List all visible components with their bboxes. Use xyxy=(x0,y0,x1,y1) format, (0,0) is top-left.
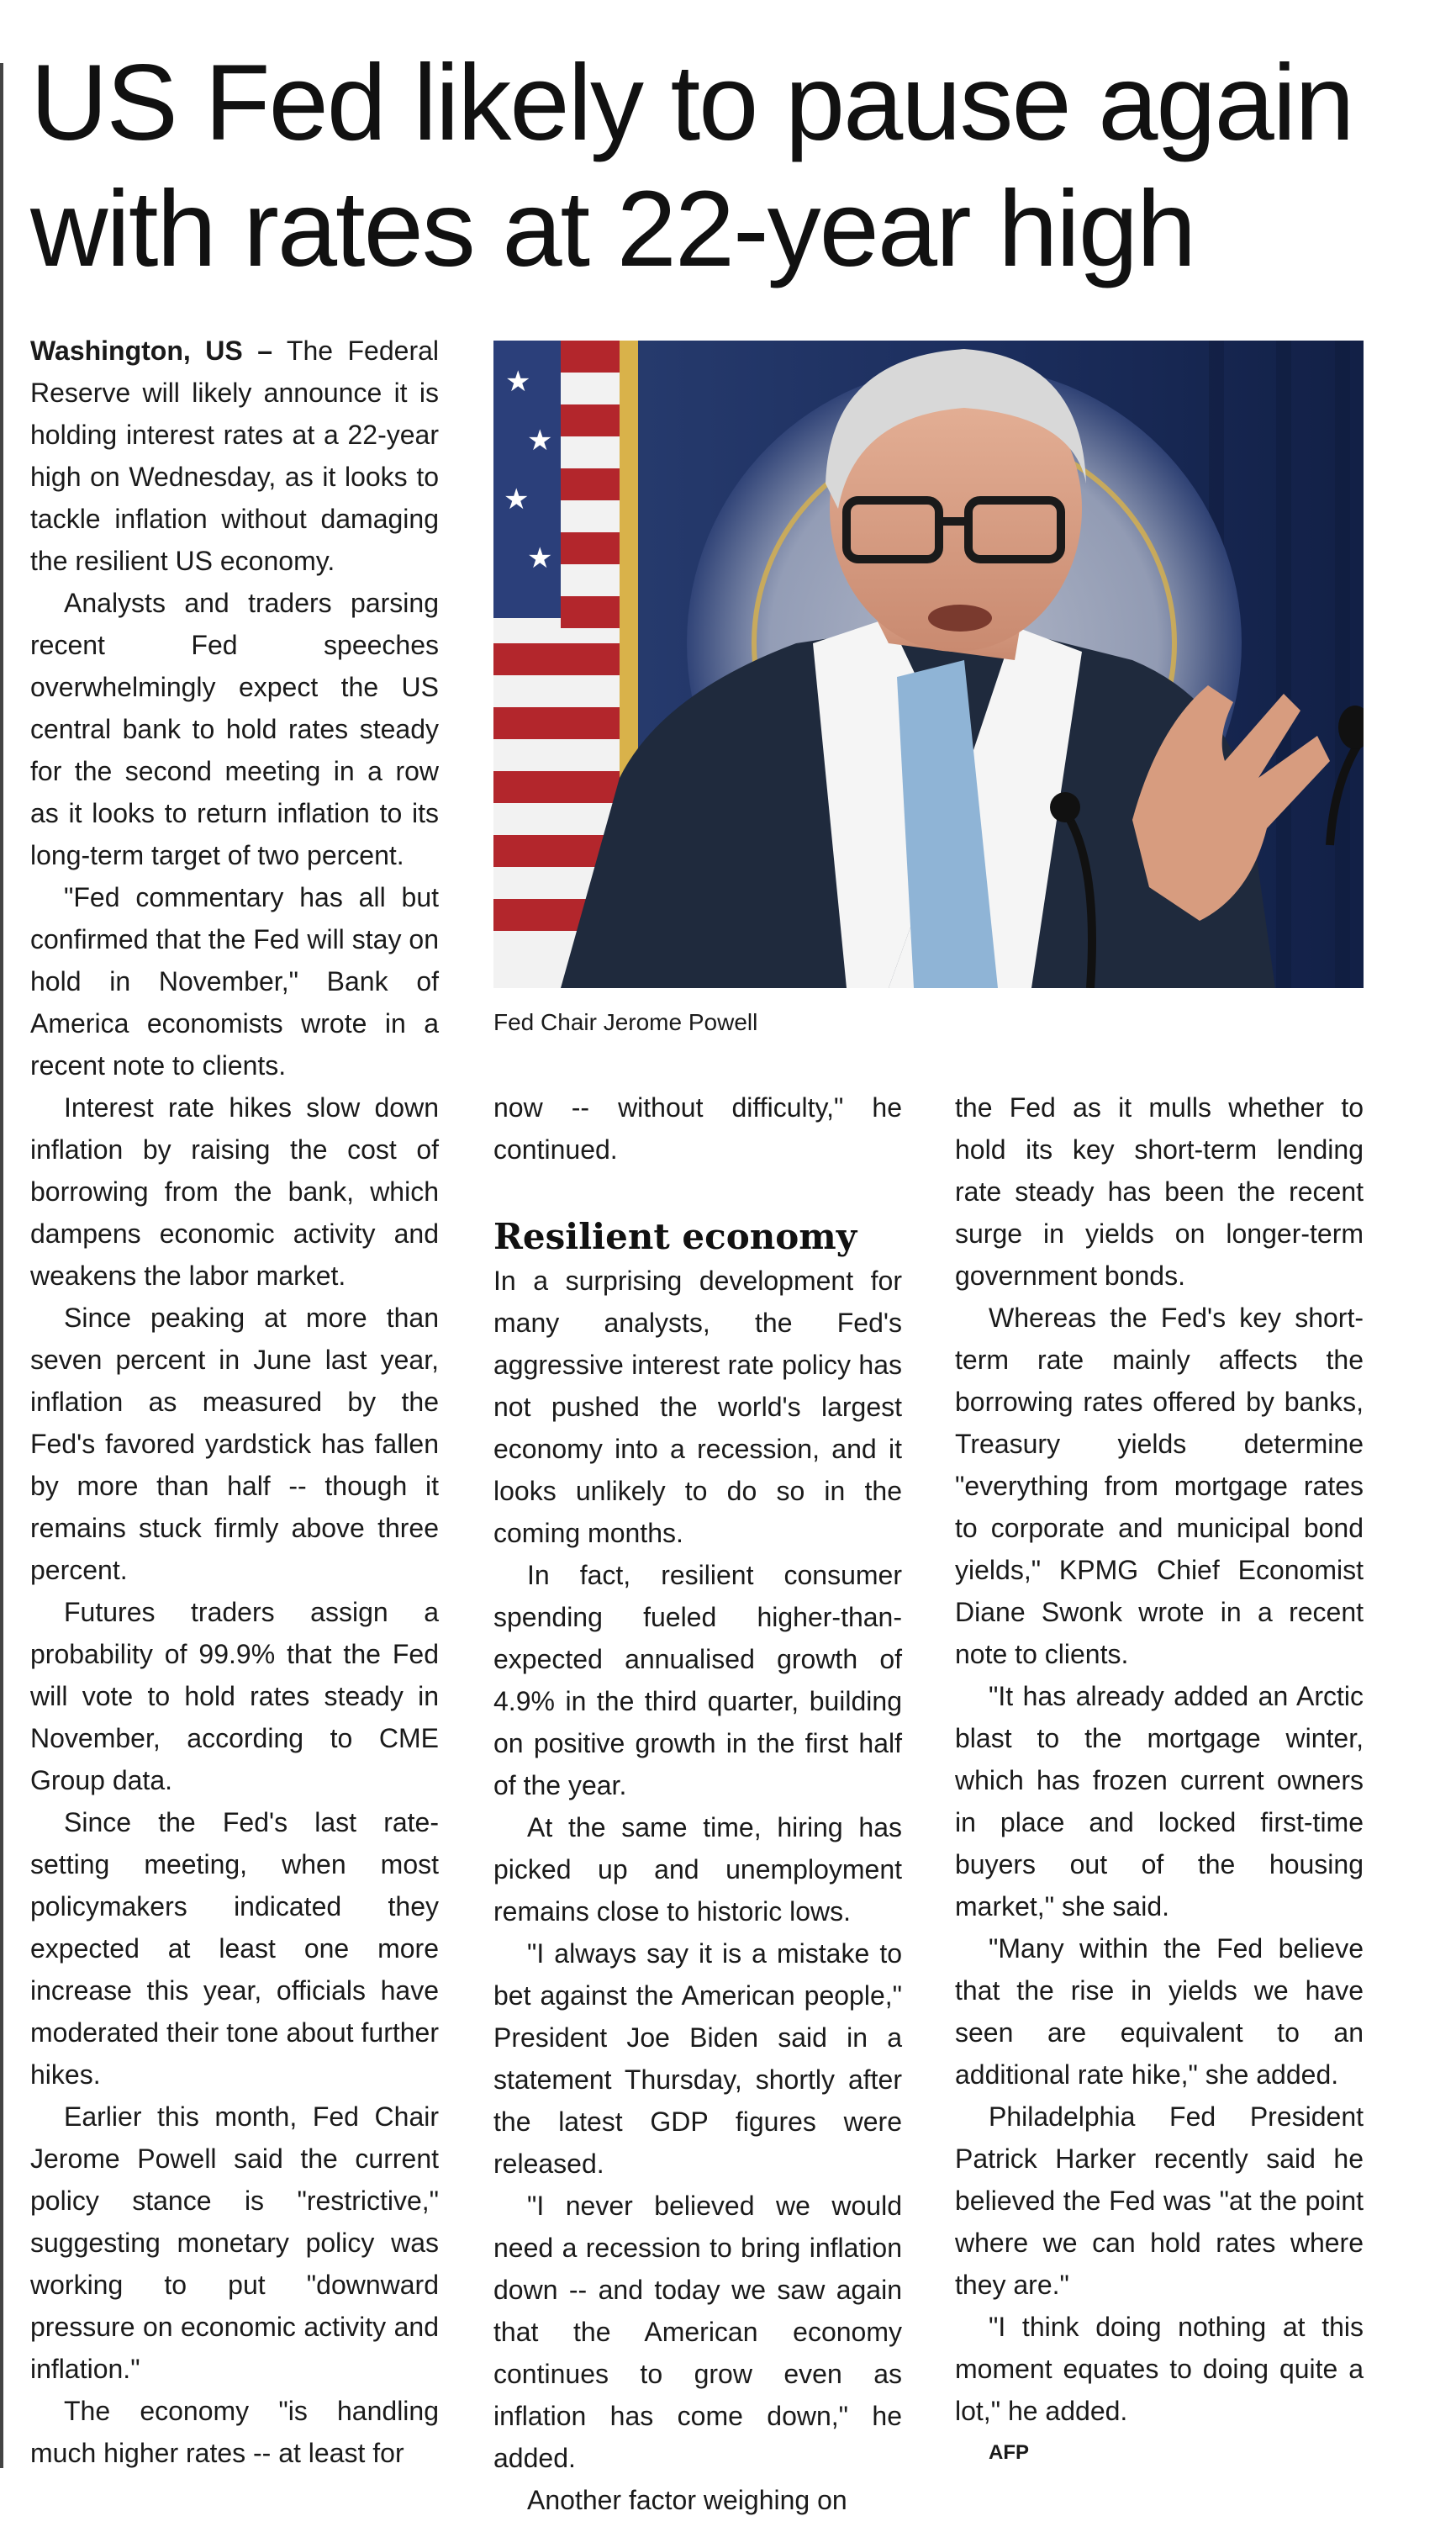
article-column-1 xyxy=(30,330,439,2474)
paragraph-2: Analysts and traders parsing recent Fed speeches overwhelmingly expect the US central bank to hold rates steady for the second meeting in a row as it looks to return inflation to its long-term target of two percent. xyxy=(30,588,439,870)
paragraph-6: Futures traders assign a probability of 99.9% that the Fed will vote to hold rates steady in November, according to CME Group data. xyxy=(30,1597,439,1795)
dateline: Washington, US – xyxy=(30,336,272,366)
paragraph-3: "Fed commentary has all but confirmed that the Fed will stay on hold in November," Bank of America economists wrote in a recent note to clients. xyxy=(30,882,439,1081)
paragraph-17: "It has already added an Arctic blast to the mortgage winter, which has frozen current owners in place and locked first-time buyers out of the housing market," she said. xyxy=(955,1681,1364,1921)
paragraph-10: In a surprising development for many analysts, the Fed's aggressive interest rate policy has not pushed the world's largest economy into a recession, and it looks unlikely to do so in the coming months. xyxy=(493,1266,902,1548)
paragraph-8: Earlier this month, Fed Chair Jerome Powell said the current policy stance is "restrictive," suggesting monetary policy was working to put "downward pressure on economic activity and inflation." xyxy=(30,2101,439,2384)
paragraph-1-text: The Federal Reserve will likely announce it is holding interest rates at a 22-year high on Wednesday, as it looks to tackle inflation without damaging the resilient US economy. xyxy=(30,336,440,576)
photo-illustration xyxy=(493,341,1364,988)
paragraph-9-end: now -- without difficulty," he continued. xyxy=(493,1092,902,1165)
headline-line-1: US Fed likely to pause again xyxy=(30,43,1353,163)
headline-line-2: with rates at 22-year high xyxy=(30,169,1195,289)
paragraph-7: Since the Fed's last rate-setting meeting, when most policymakers indicated they expected at least one more increase this year, officials have moderated their tone about further hikes. xyxy=(30,1807,439,2090)
paragraph-13: "I always say it is a mistake to bet against the American people," President Joe Biden said in a statement Thursday, shortly after the latest GDP figures were released. xyxy=(493,1938,902,2179)
article-column-3 xyxy=(955,1086,1364,2474)
paragraph-16: Whereas the Fed's key short-term rate mainly affects the borrowing rates offered by banks, Treasury yields determine "everything from mortgage rates to corporate and municipal bond yields," KPMG Chief Economist Diane Swonk wrote in a recent note to clients. xyxy=(955,1303,1364,1669)
paragraph-5: Since peaking at more than seven percent in June last year, inflation as measured by the Fed's favored yardstick has fallen by more than half -- though it remains stuck firmly above three percent. xyxy=(30,1303,439,1585)
agency-credit: AFP xyxy=(989,2441,1029,2464)
paragraph-4: Interest rate hikes slow down inflation by raising the cost of borrowing from the bank, which dampens economic activity and weakens the labor market. xyxy=(30,1092,439,1291)
paragraph-1 xyxy=(30,330,439,582)
column-rule xyxy=(0,63,3,2468)
powell-photo xyxy=(493,341,1364,988)
paragraph-19: Philadelphia Fed President Patrick Harker recently said he believed the Fed was "at the point where we can hold rates where they are." xyxy=(955,2101,1364,2300)
paragraph-20: "I think doing nothing at this moment equates to doing quite a lot," he added. xyxy=(955,2312,1364,2426)
svg-text:★: ★ xyxy=(527,542,553,575)
paragraph-15-end: the Fed as it mulls whether to hold its key short-term lending rate steady has been the recent surge in yields on longer-term government bonds. xyxy=(955,1092,1364,1291)
paragraph-11: In fact, resilient consumer spending fueled higher-than-expected annualised growth of 4.9% in the third quarter, building on positive growth in the first half of the year. xyxy=(493,1560,902,1800)
paragraph-12: At the same time, hiring has picked up and unemployment remains close to historic lows. xyxy=(493,1812,902,1927)
paragraph-9-start: The economy "is handling much higher rates -- at least for xyxy=(30,2396,439,2468)
paragraph-14: "I never believed we would need a recession to bring inflation down -- and today we saw again that the American economy continues to grow even as inflation has come down," he added. xyxy=(493,2191,902,2473)
svg-text:★: ★ xyxy=(527,424,553,457)
paragraph-18: "Many within the Fed believe that the rise in yields we have seen are equivalent to an additional rate hike," she added. xyxy=(955,1933,1364,2090)
article-column-2 xyxy=(493,1086,902,2521)
headline xyxy=(30,40,1426,293)
svg-text:★: ★ xyxy=(504,483,530,516)
svg-text:★: ★ xyxy=(505,365,531,399)
paragraph-15-start: Another factor weighing on xyxy=(527,2485,847,2515)
photo-caption: Fed Chair Jerome Powell xyxy=(493,1009,758,1035)
subheading: Resilient economy xyxy=(493,1216,857,1257)
